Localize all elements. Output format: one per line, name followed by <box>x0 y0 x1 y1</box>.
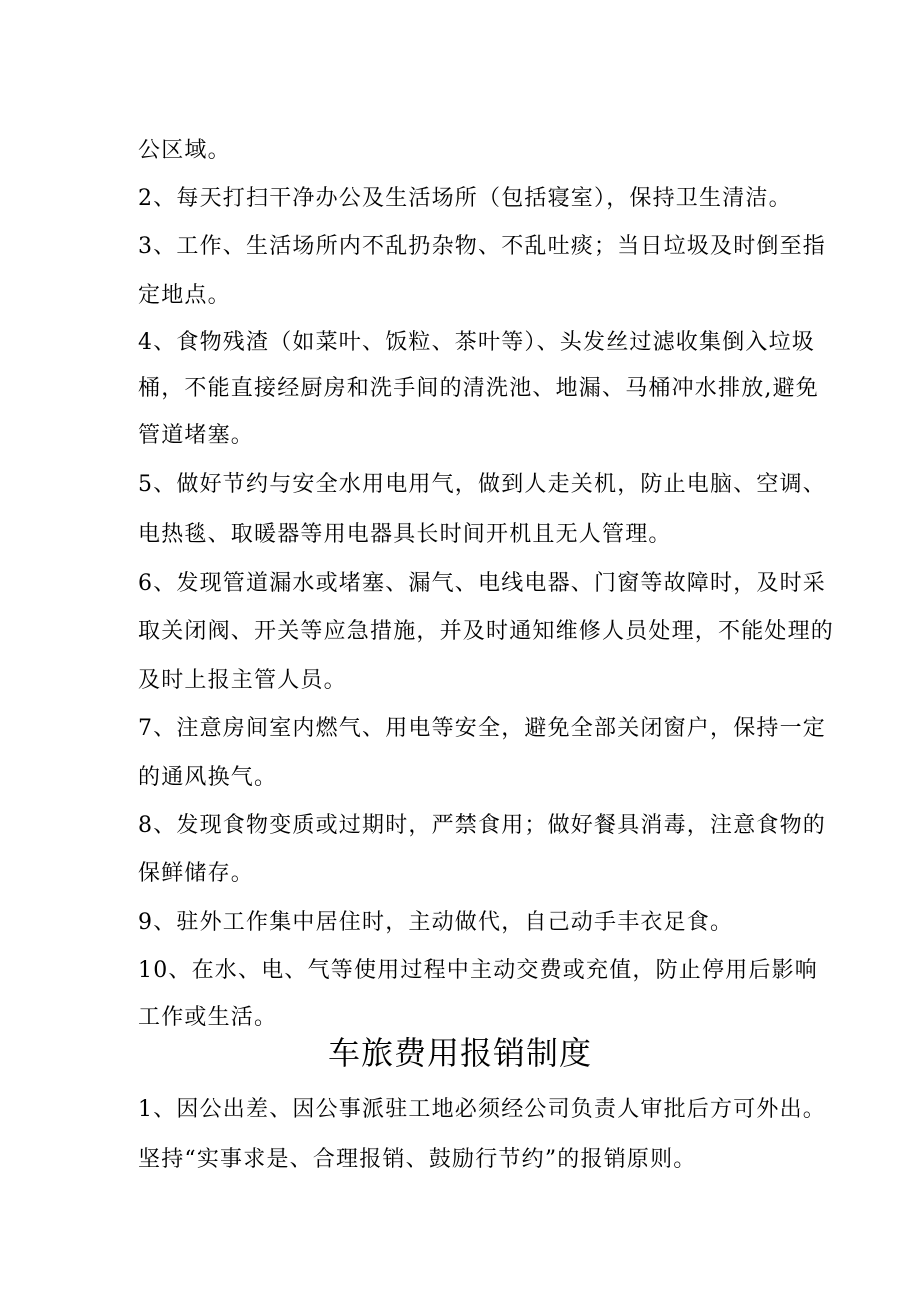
body-text-line: 1、因公出差、因公事派驻工地必须经公司负责人审批后方可外出。 <box>138 1097 826 1122</box>
body-text-line: 10、在水、电、气等使用过程中主动交费或充值，防止停用后影响 <box>138 958 818 983</box>
body-text-line: 保鲜储存。 <box>138 861 255 886</box>
body-text-line: 定地点。 <box>138 283 231 308</box>
body-text-line: 管道堵塞。 <box>138 423 255 448</box>
body-text-line: 7、注意房间室内燃气、用电等安全，避免全部关闭窗户，保持一定 <box>138 716 826 741</box>
body-text-line: 2、每天打扫干净办公及生活场所（包括寝室），保持卫生清洁。 <box>138 186 792 211</box>
body-text-line: 及时上报主管人员。 <box>138 668 347 693</box>
body-text-line: 6、发现管道漏水或堵塞、漏气、电线电器、门窗等故障时，及时采 <box>138 571 826 596</box>
body-text-line: 桶，不能直接经厨房和洗手间的清洗池、地漏、马桶冲水排放,避免 <box>138 376 819 401</box>
body-text-line: 工作或生活。 <box>138 1005 278 1030</box>
body-text-line: 3、工作、生活场所内不乱扔杂物、不乱吐痰；当日垃圾及时倒至指 <box>138 234 826 259</box>
body-text-line: 取关闭阀、开关等应急措施，并及时通知维修人员处理，不能处理的 <box>138 619 835 644</box>
section-title: 车旅费用报销制度 <box>327 1034 592 1072</box>
body-text-line: 9、驻外工作集中居住时，主动做代，自己动手丰衣足食。 <box>138 910 734 935</box>
body-text-line: 4、食物残渣（如菜叶、饭粒、茶叶等）、头发丝过滤收集倒入垃圾 <box>138 330 815 355</box>
body-text-line: 坚持“实事求是、合理报销、鼓励行节约”的报销原则。 <box>138 1147 697 1172</box>
body-text-line: 的通风换气。 <box>138 765 278 790</box>
body-text-line: 5、做好节约与安全水用电用气，做到人走关机，防止电脑、空调、 <box>138 472 826 497</box>
body-text-line: 8、发现食物变质或过期时，严禁食用；做好餐具消毒，注意食物的 <box>138 813 826 838</box>
body-text-line: 公区域。 <box>138 138 231 163</box>
body-text-line: 电热毯、取暖器等用电器具长时间开机且无人管理。 <box>138 522 672 547</box>
